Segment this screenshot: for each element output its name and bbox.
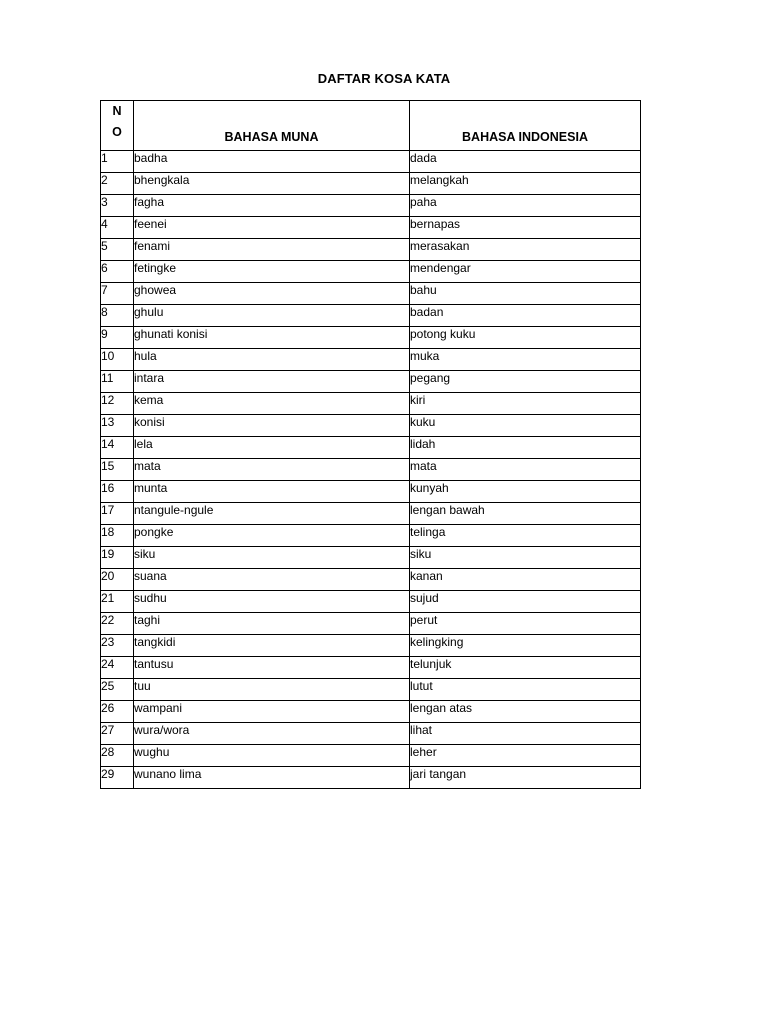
table-row — [101, 239, 641, 261]
muna-word: munta — [134, 481, 410, 503]
table-row — [101, 305, 641, 327]
vocabulary-table — [100, 100, 641, 789]
row-number: 7 — [101, 283, 134, 305]
row-number: 20 — [101, 569, 134, 591]
indonesian-word: merasakan — [410, 239, 641, 261]
row-number: 2 — [101, 173, 134, 195]
table-row — [101, 657, 641, 679]
indonesian-word: lengan atas — [410, 701, 641, 723]
row-number: 26 — [101, 701, 134, 723]
indonesian-word: bahu — [410, 283, 641, 305]
muna-word: lela — [134, 437, 410, 459]
table-row — [101, 349, 641, 371]
row-number: 22 — [101, 613, 134, 635]
indonesian-word: kelingking — [410, 635, 641, 657]
muna-word: intara — [134, 371, 410, 393]
muna-word: bhengkala — [134, 173, 410, 195]
indonesian-word: telunjuk — [410, 657, 641, 679]
indonesian-word: sujud — [410, 591, 641, 613]
row-number: 27 — [101, 723, 134, 745]
indonesian-word: telinga — [410, 525, 641, 547]
table-row — [101, 569, 641, 591]
row-number: 5 — [101, 239, 134, 261]
table-row — [101, 173, 641, 195]
muna-word: suana — [134, 569, 410, 591]
indonesian-word: mata — [410, 459, 641, 481]
muna-word: ghunati konisi — [134, 327, 410, 349]
table-row — [101, 415, 641, 437]
indonesian-word: muka — [410, 349, 641, 371]
muna-word: pongke — [134, 525, 410, 547]
table-row — [101, 591, 641, 613]
muna-word: sudhu — [134, 591, 410, 613]
row-number: 3 — [101, 195, 134, 217]
indonesian-word: perut — [410, 613, 641, 635]
muna-word: badha — [134, 151, 410, 173]
table-row — [101, 151, 641, 173]
muna-word: wampani — [134, 701, 410, 723]
column-header-no-line2: O — [112, 125, 122, 139]
muna-word: siku — [134, 547, 410, 569]
table-row — [101, 503, 641, 525]
muna-word: taghi — [134, 613, 410, 635]
table-row — [101, 459, 641, 481]
row-number: 13 — [101, 415, 134, 437]
table-row — [101, 525, 641, 547]
indonesian-word: kuku — [410, 415, 641, 437]
indonesian-word: paha — [410, 195, 641, 217]
indonesian-word: dada — [410, 151, 641, 173]
indonesian-word: pegang — [410, 371, 641, 393]
muna-word: wughu — [134, 745, 410, 767]
row-number: 8 — [101, 305, 134, 327]
row-number: 18 — [101, 525, 134, 547]
table-header-row — [101, 101, 641, 151]
row-number: 19 — [101, 547, 134, 569]
table-row — [101, 195, 641, 217]
table-row — [101, 613, 641, 635]
muna-word: ntangule-ngule — [134, 503, 410, 525]
table-row — [101, 723, 641, 745]
table-row — [101, 437, 641, 459]
row-number: 23 — [101, 635, 134, 657]
table-row — [101, 393, 641, 415]
indonesian-word: potong kuku — [410, 327, 641, 349]
muna-word: feenei — [134, 217, 410, 239]
indonesian-word: siku — [410, 547, 641, 569]
indonesian-word: lihat — [410, 723, 641, 745]
row-number: 24 — [101, 657, 134, 679]
column-header-muna: BAHASA MUNA — [134, 101, 410, 151]
table-row — [101, 261, 641, 283]
muna-word: hula — [134, 349, 410, 371]
row-number: 17 — [101, 503, 134, 525]
indonesian-word: lengan bawah — [410, 503, 641, 525]
indonesian-word: mendengar — [410, 261, 641, 283]
indonesian-word: kunyah — [410, 481, 641, 503]
column-header-no-line1: N — [112, 104, 122, 118]
muna-word: wunano lima — [134, 767, 410, 789]
table-row — [101, 547, 641, 569]
row-number: 1 — [101, 151, 134, 173]
muna-word: fagha — [134, 195, 410, 217]
indonesian-word: badan — [410, 305, 641, 327]
muna-word: tangkidi — [134, 635, 410, 657]
muna-word: tantusu — [134, 657, 410, 679]
row-number: 10 — [101, 349, 134, 371]
table-row — [101, 217, 641, 239]
row-number: 29 — [101, 767, 134, 789]
row-number: 12 — [101, 393, 134, 415]
table-row — [101, 767, 641, 789]
row-number: 25 — [101, 679, 134, 701]
muna-word: tuu — [134, 679, 410, 701]
table-body — [101, 151, 641, 789]
row-number: 28 — [101, 745, 134, 767]
table-row — [101, 327, 641, 349]
row-number: 6 — [101, 261, 134, 283]
muna-word: ghulu — [134, 305, 410, 327]
indonesian-word: melangkah — [410, 173, 641, 195]
muna-word: mata — [134, 459, 410, 481]
table-row — [101, 371, 641, 393]
row-number: 15 — [101, 459, 134, 481]
column-header-no — [101, 101, 134, 151]
row-number: 21 — [101, 591, 134, 613]
table-row — [101, 635, 641, 657]
table-row — [101, 701, 641, 723]
row-number: 16 — [101, 481, 134, 503]
indonesian-word: leher — [410, 745, 641, 767]
indonesian-word: bernapas — [410, 217, 641, 239]
indonesian-word: kiri — [410, 393, 641, 415]
indonesian-word: kanan — [410, 569, 641, 591]
indonesian-word: lidah — [410, 437, 641, 459]
muna-word: wura/wora — [134, 723, 410, 745]
muna-word: ghowea — [134, 283, 410, 305]
muna-word: fetingke — [134, 261, 410, 283]
muna-word: fenami — [134, 239, 410, 261]
row-number: 11 — [101, 371, 134, 393]
column-header-indonesia: BAHASA INDONESIA — [410, 101, 641, 151]
row-number: 4 — [101, 217, 134, 239]
row-number: 14 — [101, 437, 134, 459]
table-row — [101, 283, 641, 305]
table-row — [101, 481, 641, 503]
indonesian-word: lutut — [410, 679, 641, 701]
indonesian-word: jari tangan — [410, 767, 641, 789]
row-number: 9 — [101, 327, 134, 349]
muna-word: konisi — [134, 415, 410, 437]
table-row — [101, 679, 641, 701]
table-row — [101, 745, 641, 767]
document-title: DAFTAR KOSA KATA — [317, 71, 451, 86]
muna-word: kema — [134, 393, 410, 415]
